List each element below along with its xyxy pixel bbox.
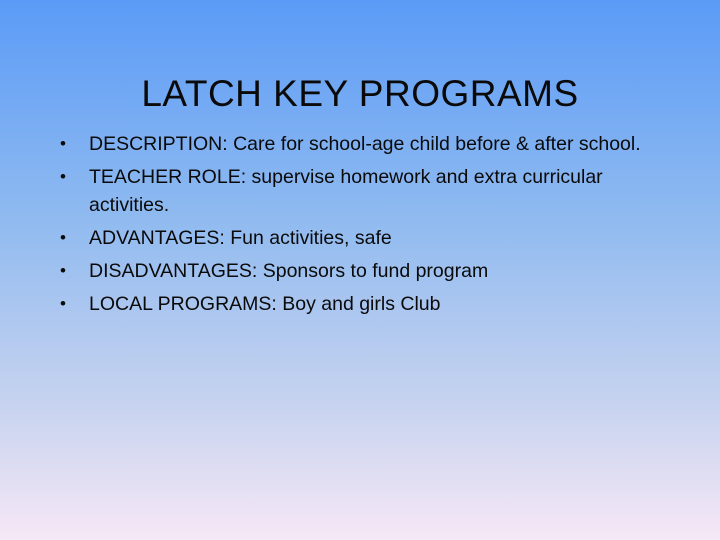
bullet-text: DESCRIPTION: Care for school-age child before & after school. <box>89 133 641 155</box>
bullet-icon: • <box>60 167 66 186</box>
bullet-icon: • <box>60 228 66 247</box>
slide-title: LATCH KEY PROGRAMS <box>141 73 579 114</box>
bullet-list <box>60 130 660 323</box>
bullet-icon: • <box>60 294 66 313</box>
bullet-item-disadvantages <box>60 257 660 285</box>
bullet-item-local-programs <box>60 290 660 318</box>
bullet-item-description <box>60 130 660 158</box>
bullet-text: TEACHER ROLE: supervise homework and extra curricular activities. <box>89 166 603 216</box>
bullet-text: LOCAL PROGRAMS: Boy and girls Club <box>89 293 441 315</box>
bullet-text: DISADVANTAGES: Sponsors to fund program <box>89 260 489 282</box>
bullet-icon: • <box>60 261 66 280</box>
bullet-icon: • <box>60 134 66 153</box>
bullet-item-advantages <box>60 224 660 252</box>
bullet-text: ADVANTAGES: Fun activities, safe <box>89 227 392 249</box>
bullet-item-teacher-role <box>60 163 660 219</box>
